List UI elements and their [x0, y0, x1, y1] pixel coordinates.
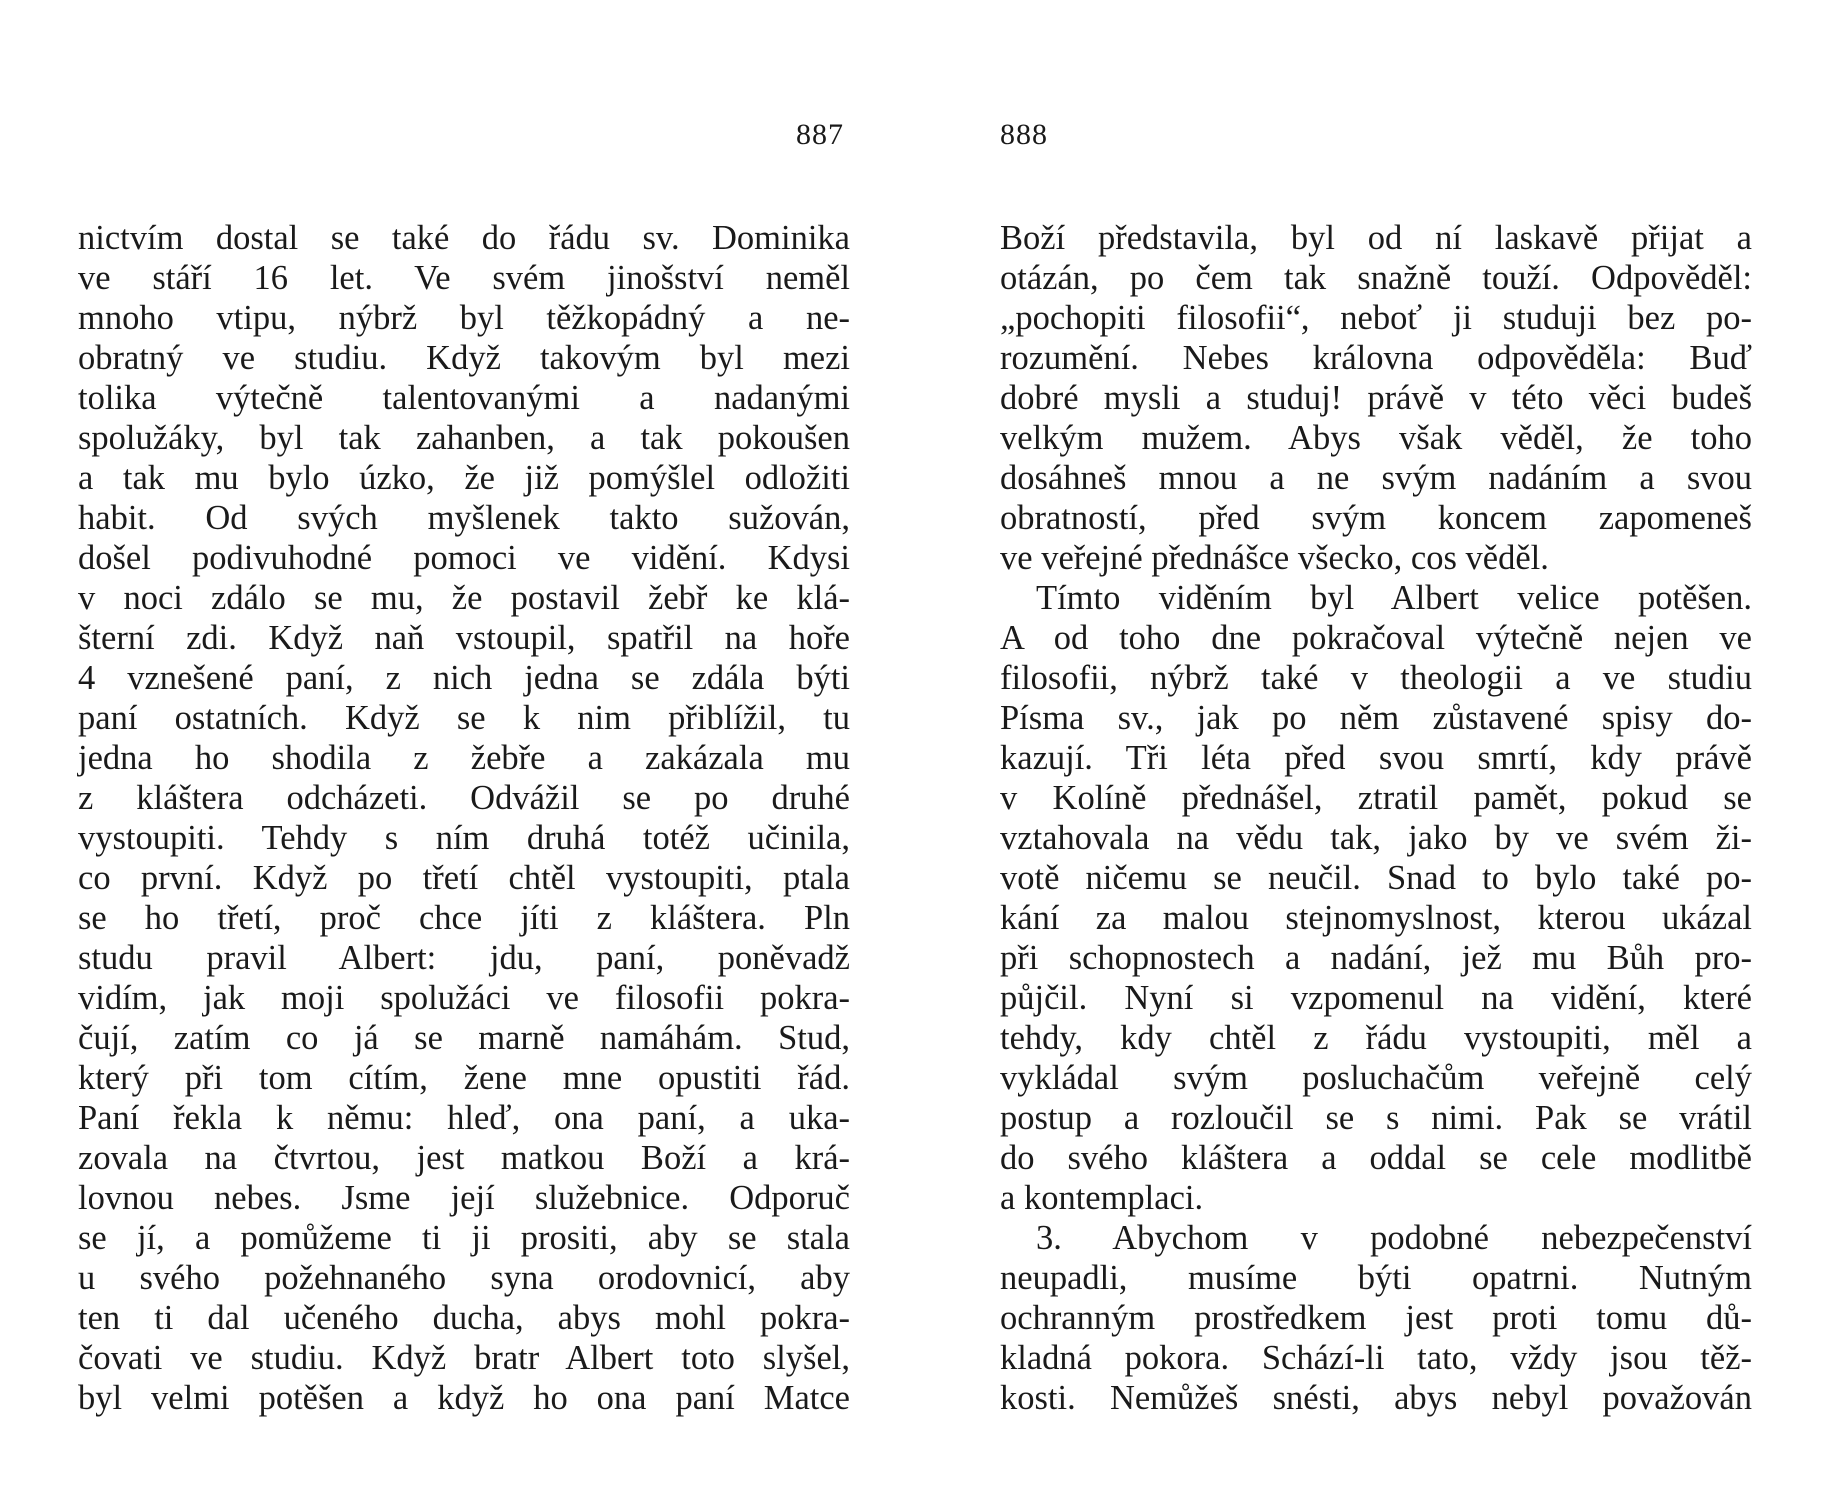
text-line: studu pravil Albert: jdu, paní, poněvadž [78, 939, 850, 977]
text-line: vidím, jak moji spolužáci ve filosofii pokra- [78, 979, 850, 1017]
text-line: šterní zdi. Když naň vstoupil, spatřil na hoře [78, 619, 850, 657]
text-line: při schopnostech a nadání, jež mu Bůh pro- [1000, 939, 1752, 977]
text-line: habit. Od svých myšlenek takto sužován, [78, 499, 850, 537]
text-line: jedna ho shodila z žebře a zakázala mu [78, 739, 850, 777]
text-line: 4 vznešené paní, z nich jedna se zdála býti [78, 659, 850, 697]
page-text [1000, 218, 1752, 1418]
text-line: ve stáří 16 let. Ve svém jinošství neměl [78, 259, 850, 297]
text-line: nictvím dostal se také do řádu sv. Dominika [78, 219, 850, 257]
text-line: dosáhneš mnou a ne svým nadáním a svou [1000, 459, 1752, 497]
text-line: do svého kláštera a oddal se cele modlitbě [1000, 1139, 1752, 1177]
page-number: 887 [796, 118, 844, 151]
text-line: čují, zatím co já se marně namáhám. Stud, [78, 1019, 850, 1057]
text-line: Písma sv., jak po něm zůstavené spisy do- [1000, 699, 1752, 737]
text-line: v noci zdálo se mu, že postavil žebř ke klá- [78, 579, 850, 617]
text-line: došel podivuhodné pomoci ve vidění. Kdysi [78, 539, 850, 577]
text-line: byl velmi potěšen a když ho ona paní Matce [78, 1379, 850, 1417]
text-line: vykládal svým posluchačům veřejně celý [1000, 1059, 1752, 1097]
text-line: votě ničemu se neučil. Snad to bylo také po- [1000, 859, 1752, 897]
text-line: rozumění. Nebes královna odpověděla: Buď [1000, 339, 1752, 377]
text-line: co první. Když po třetí chtěl vystoupiti, ptala [78, 859, 850, 897]
text-line: se jí, a pomůžeme ti ji prositi, aby se stala [78, 1219, 850, 1257]
page-number: 888 [1000, 118, 1048, 151]
text-line: spolužáky, byl tak zahanben, a tak pokoušen [78, 419, 850, 457]
text-line: lovnou nebes. Jsme její služebnice. Odporuč [78, 1179, 850, 1217]
text-line: se ho třetí, proč chce jíti z kláštera. Pln [78, 899, 850, 937]
text-line: tehdy, kdy chtěl z řádu vystoupiti, měl a [1000, 1019, 1752, 1057]
text-line: u svého požehnaného syna orodovnicí, aby [78, 1259, 850, 1297]
text-line: velkým mužem. Abys však věděl, že toho [1000, 419, 1752, 457]
text-line: kazují. Tři léta před svou smrtí, kdy právě [1000, 739, 1752, 777]
text-line: kladná pokora. Schází-li tato, vždy jsou těž- [1000, 1339, 1752, 1377]
text-line: paní ostatních. Když se k nim přiblížil, tu [78, 699, 850, 737]
text-line: Paní řekla k němu: hleď, ona paní, a uka- [78, 1099, 850, 1137]
text-line: neupadli, musíme býti opatrni. Nutným [1000, 1259, 1752, 1297]
text-line: který při tom cítím, žene mne opustiti řád. [78, 1059, 850, 1097]
text-line: mnoho vtipu, nýbrž byl těžkopádný a ne- [78, 299, 850, 337]
text-line: Tímto viděním byl Albert velice potěšen. [1036, 579, 1752, 617]
text-line: 3. Abychom v podobné nebezpečenství [1036, 1219, 1752, 1257]
text-line: v Kolíně přednášel, ztratil pamět, pokud se [1000, 779, 1752, 817]
text-line: ten ti dal učeného ducha, abys mohl pokra- [78, 1299, 850, 1337]
text-line: čovati ve studiu. Když bratr Albert toto slyšel, [78, 1339, 850, 1377]
text-line: „pochopiti filosofii“, neboť ji studuji bez po- [1000, 299, 1752, 337]
text-line: tolika výtečně talentovanými a nadanými [78, 379, 850, 417]
text-line: ve veřejné přednášce všecko, cos věděl. [1000, 539, 1549, 577]
text-line: z kláštera odcházeti. Odvážil se po druhé [78, 779, 850, 817]
text-line: otázán, po čem tak snažně touží. Odpověděl: [1000, 259, 1752, 297]
text-line: a kontemplaci. [1000, 1179, 1204, 1217]
text-line: filosofii, nýbrž také v theologii a ve studiu [1000, 659, 1752, 697]
text-line: vztahovala na vědu tak, jako by ve svém ži- [1000, 819, 1752, 857]
text-line: postup a rozloučil se s nimi. Pak se vrátil [1000, 1099, 1752, 1137]
text-line: Boží představila, byl od ní laskavě přijat a [1000, 219, 1752, 257]
text-line: ochranným prostředkem jest proti tomu dů- [1000, 1299, 1752, 1337]
text-line: dobré mysli a studuj! právě v této věci budeš [1000, 379, 1752, 417]
text-line: kosti. Nemůžeš snésti, abys nebyl považován [1000, 1379, 1752, 1417]
text-line: kání za malou stejnomyslnost, kterou ukázal [1000, 899, 1752, 937]
text-line: zovala na čtvrtou, jest matkou Boží a krá- [78, 1139, 850, 1177]
page-text [78, 218, 850, 1418]
text-line: obratností, před svým koncem zapomeneš [1000, 499, 1752, 537]
text-line: A od toho dne pokračoval výtečně nejen ve [1000, 619, 1752, 657]
text-line: půjčil. Nyní si vzpomenul na vidění, které [1000, 979, 1752, 1017]
text-line: a tak mu bylo úzko, že již pomýšlel odložiti [78, 459, 850, 497]
text-line: obratný ve studiu. Když takovým byl mezi [78, 339, 850, 377]
text-line: vystoupiti. Tehdy s ním druhá totéž učinila, [78, 819, 850, 857]
